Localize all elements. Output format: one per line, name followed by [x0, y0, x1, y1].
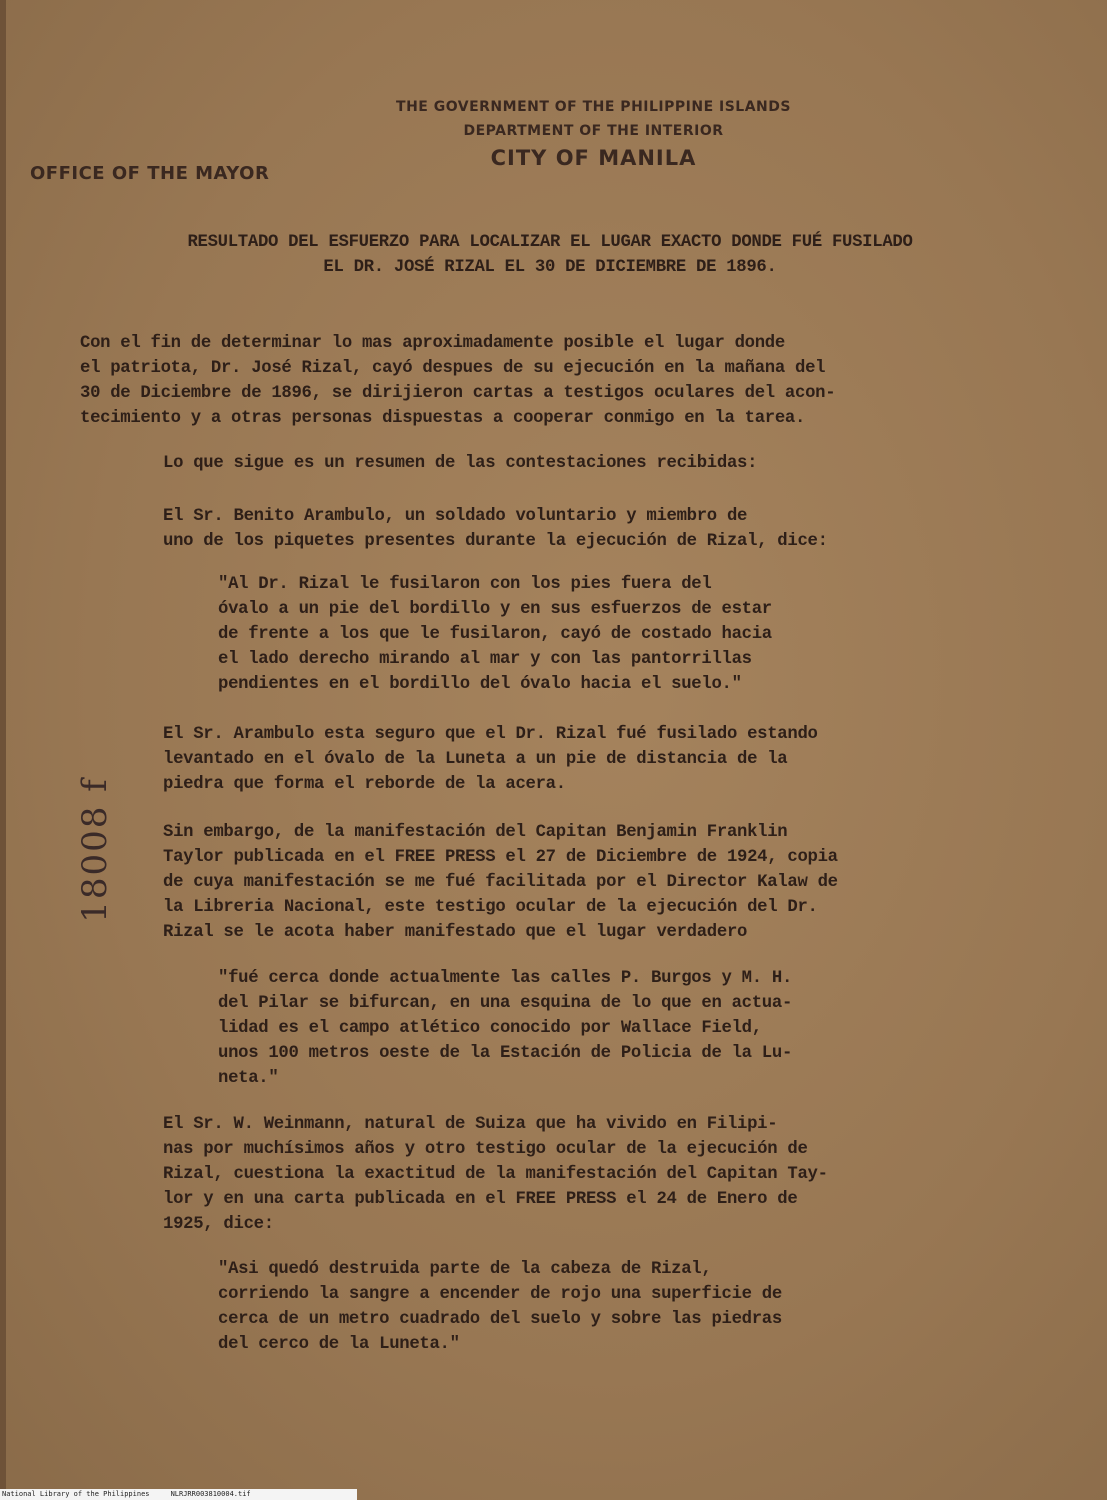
- paragraph-taylor: Sin embargo, de la manifestación del Capitan Benjamin Franklin Taylor publicada en el FREE PRESS el 27 de Diciembre de 1924, copia de cuya manifestación se me fué facilitada por el Director Kalaw de la Libreria Nacional, este testigo ocular de la ejecución del Dr. Rizal se le acota haber manifestado que el lugar verdadero: [163, 823, 838, 942]
- paragraph-summary: Lo que sigue es un resumen de las contestaciones recibidas:: [163, 454, 758, 473]
- document-title: RESULTADO DEL ESFUERZO PARA LOCALIZAR EL LUGAR EXACTO DONDE FUÉ FUSILADO EL DR. JOSÉ RIZAL EL 30 DE DICIEMBRE DE 1896.: [187, 233, 913, 277]
- letterhead-department: DEPARTMENT OF THE INTERIOR: [463, 123, 724, 139]
- letterhead-city: CITY OF MANILA: [490, 146, 697, 170]
- paragraph-arambulo-certain: El Sr. Arambulo esta seguro que el Dr. Rizal fué fusilado estando levantado en el óvalo de la Luneta a un pie de distancia de la piedra que forma el reborde de la acera.: [163, 725, 818, 794]
- paragraph-arambulo: El Sr. Benito Arambulo, un soldado voluntario y miembro de uno de los piquetes presentes durante la ejecución de Rizal, dice:: [163, 507, 828, 551]
- quote-arambulo: "Al Dr. Rizal le fusilaron con los pies fuera del óvalo a un pie del bordillo y en sus esfuerzos de estar de frente a los que le fusilaron, cayó de costado hacia el lado derecho mirando al mar y con las pantorrillas pendientes en el bordillo del óvalo hacia el suelo.": [218, 575, 772, 694]
- letterhead-office: OFFICE OF THE MAYOR: [30, 163, 270, 184]
- letterhead-government: THE GOVERNMENT OF THE PHILIPPINE ISLANDS: [396, 99, 791, 115]
- archive-footer: National Library of the Philippines NLRJRR003810004.tif: [0, 1489, 357, 1500]
- quote-weinmann: "Asi quedó destruida parte de la cabeza de Rizal, corriendo la sangre a encender de rojo una superficie de cerca de un metro cuadrado del suelo y sobre las piedras del cerco de la Luneta.": [218, 1260, 782, 1354]
- page-edge: [0, 0, 6, 1500]
- paragraph-intro: Con el fin de determinar lo mas aproximadamente posible el lugar donde el patriota, Dr. José Rizal, cayó despues de su ejecución en la mañana del 30 de Diciembre de 1896, se dirijieron cartas a testigos oculares del acon- tecimiento y a otras personas dispuestas a cooperar conmigo en la tarea.: [80, 334, 836, 428]
- paragraph-weinmann: El Sr. W. Weinmann, natural de Suiza que ha vivido en Filipi- nas por muchísimos años y otro testigo ocular de la ejecución de Rizal, cuestiona la exactitud de la manifestación del Capitan Tay- lor y en una carta publicada en el FREE PRESS el 24 de Enero de 1925, dice:: [163, 1115, 828, 1234]
- handwritten-margin-note: 18008 f: [74, 777, 115, 923]
- quote-taylor: "fué cerca donde actualmente las calles P. Burgos y M. H. del Pilar se bifurcan, en una esquina de lo que en actua- lidad es el campo atlético conocido por Wallace Field, unos 100 metros oeste de la Estación de Policia de la Lu- neta.": [218, 969, 793, 1088]
